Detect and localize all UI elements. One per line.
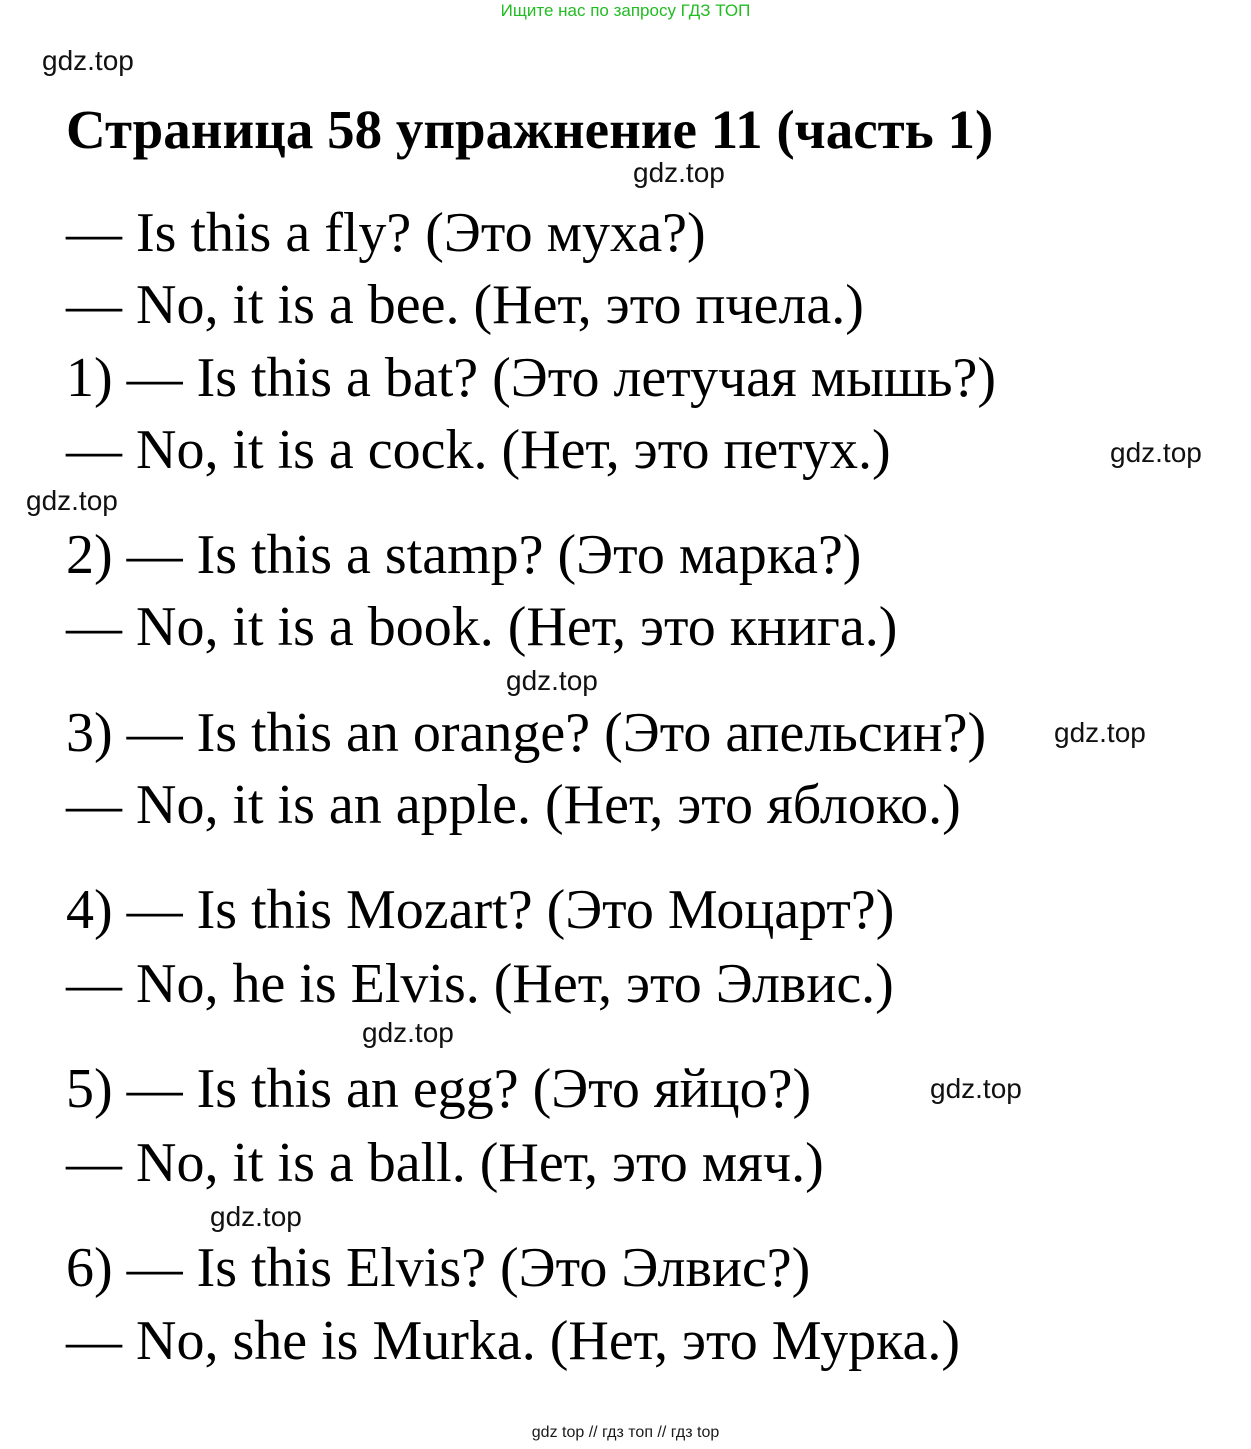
exercise-line: — No, it is a cock. (Нет, это петух.) (66, 419, 891, 481)
top-banner-link[interactable]: Ищите нас по запросу ГДЗ ТОП (500, 1, 751, 20)
watermark: gdz.top (210, 1201, 302, 1232)
watermark: gdz.top (930, 1073, 1022, 1104)
watermark: gdz.top (1110, 437, 1202, 468)
exercise-line: 2) — Is this a stamp? (Это марка?) (66, 524, 862, 586)
exercise-line: — No, it is an apple. (Нет, это яблоко.) (66, 774, 961, 836)
exercise-line: 1) — Is this a bat? (Это летучая мышь?) (66, 347, 997, 409)
exercise-line: — No, he is Elvis. (Нет, это Элвис.) (66, 953, 894, 1015)
watermark: gdz.top (633, 157, 725, 188)
exercise-line: 3) — Is this an orange? (Это апельсин?) (66, 702, 987, 764)
exercise-line: 6) — Is this Elvis? (Это Элвис?) (66, 1237, 811, 1299)
page-title: Страница 58 упражнение 11 (часть 1) (66, 99, 994, 160)
exercise-line: — No, she is Murka. (Нет, это Мурка.) (66, 1310, 960, 1372)
exercise-line: — No, it is a book. (Нет, это книга.) (66, 596, 898, 658)
exercise-line: 5) — Is this an egg? (Это яйцо?) (66, 1058, 812, 1120)
watermark: gdz.top (26, 485, 118, 516)
watermark: gdz.top (362, 1017, 454, 1048)
footer-links[interactable]: gdz top // гдз топ // гдз top (531, 1424, 720, 1441)
exercise-line: — Is this a fly? (Это муха?) (66, 202, 706, 264)
exercise-line: — No, it is a bee. (Нет, это пчела.) (66, 274, 864, 336)
watermark: gdz.top (1054, 717, 1146, 748)
watermark: gdz.top (42, 45, 134, 76)
exercise-line: — No, it is a ball. (Нет, это мяч.) (66, 1132, 824, 1194)
exercise-line: 4) — Is this Mozart? (Это Моцарт?) (66, 879, 895, 941)
watermark: gdz.top (506, 665, 598, 696)
